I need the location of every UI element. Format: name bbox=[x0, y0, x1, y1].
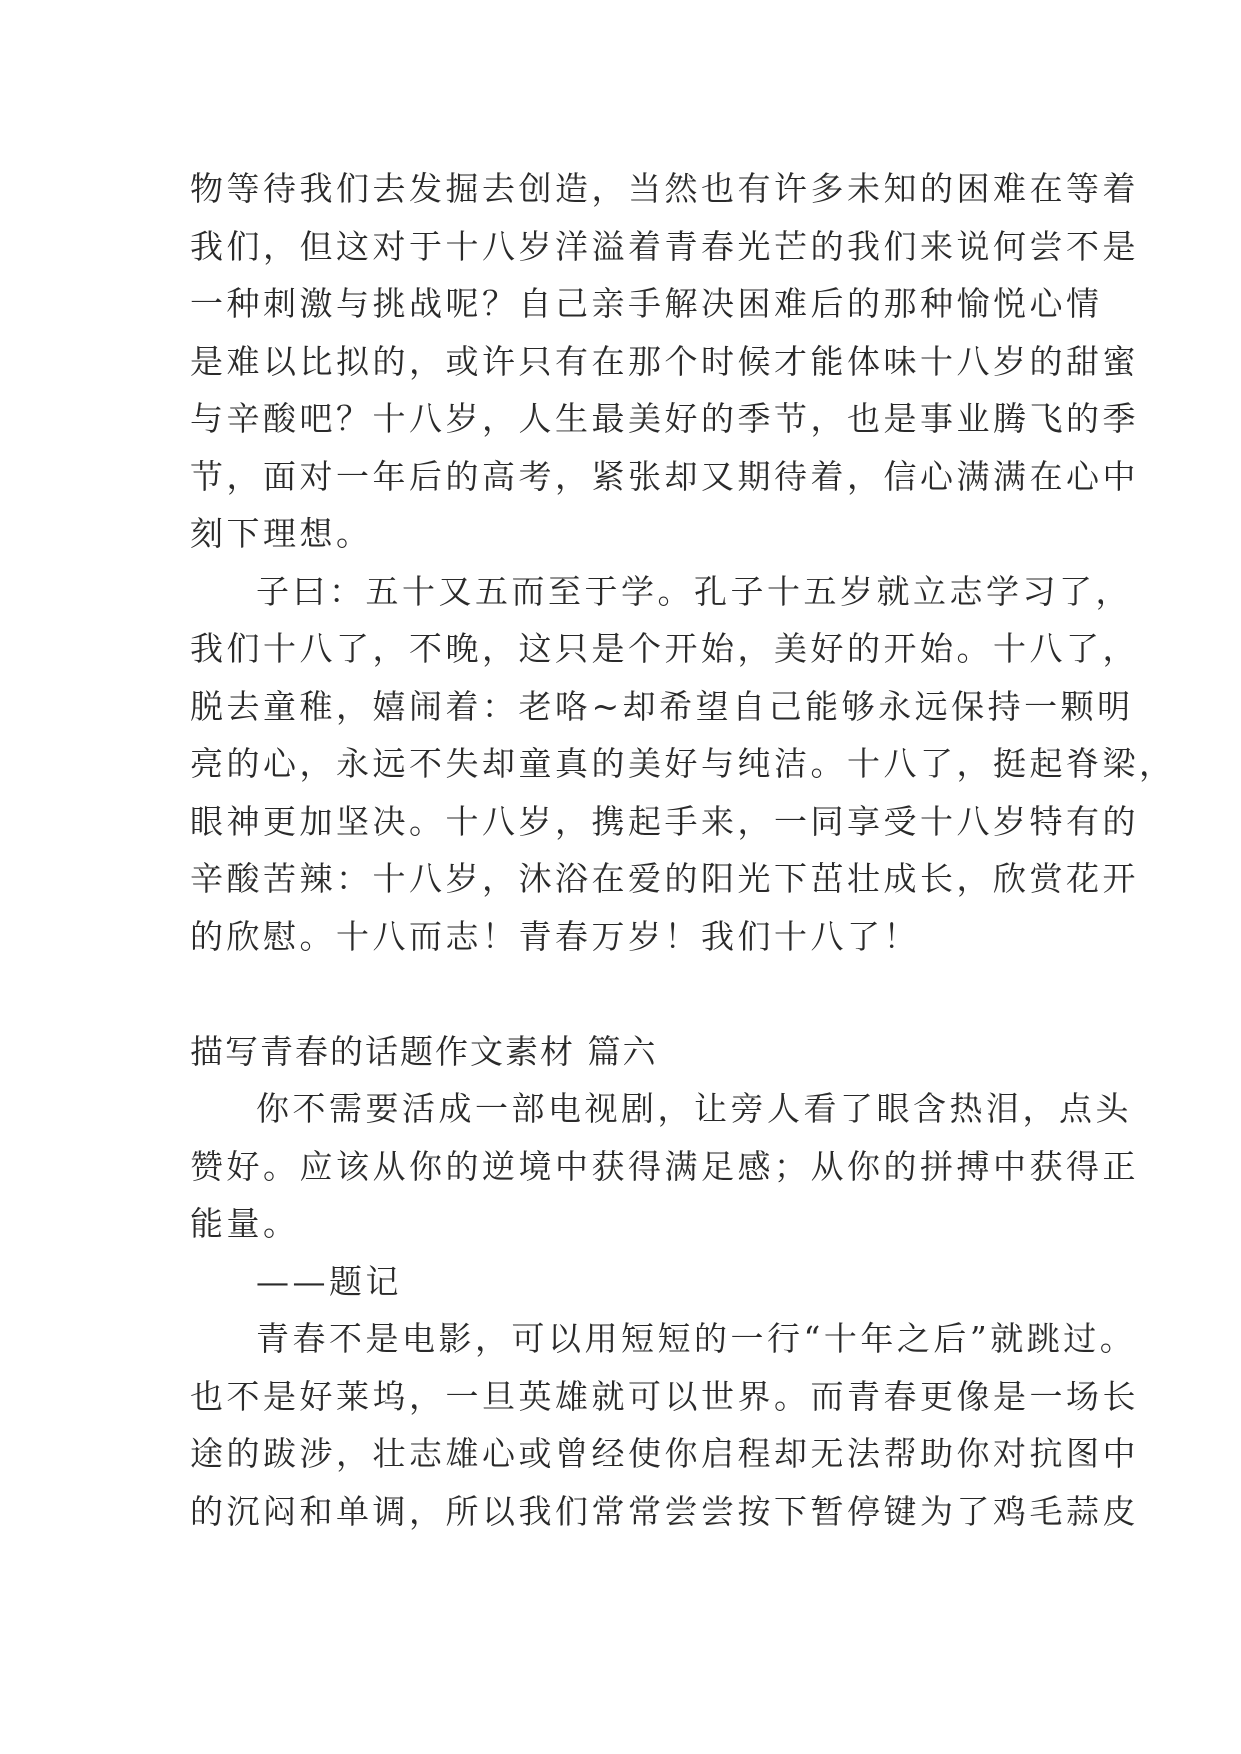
paragraph-confucius bbox=[190, 563, 1176, 966]
text-line: 是难以比拟的，或许只有在那个时候才能体味十八岁的甜蜜 bbox=[190, 341, 1139, 381]
text-line: 刻下理想。 bbox=[190, 514, 373, 553]
text-line: 青春不是电影，可以用短短的一行“十年之后”就跳过。 bbox=[256, 1319, 1137, 1358]
text-line: 能量。 bbox=[190, 1204, 300, 1243]
text-line: 辛酸苦辣：十八岁，沐浴在爱的阳光下茁壮成长，欣赏花开 bbox=[190, 859, 1139, 898]
text-line: 一种刺激与挑战呢？自己亲手解决困难后的那种愉悦心情 bbox=[190, 284, 1103, 323]
text-line: 节，面对一年后的高考，紧张却又期待着，信心满满在心中 bbox=[190, 456, 1139, 496]
paragraph-continuation bbox=[190, 160, 1139, 563]
text-line: 的欣慰。十八而志！青春万岁！我们十八了！ bbox=[190, 916, 920, 956]
text-line: 途的跋涉，壮志雄心或曾经使你启程却无法帮助你对抗图中 bbox=[190, 1434, 1139, 1473]
text-line: 与辛酸吧？十八岁，人生最美好的季节，也是事业腾飞的季 bbox=[190, 399, 1139, 438]
text-line: 也不是好莱坞，一旦英雄就可以世界。而青春更像是一场长 bbox=[190, 1376, 1139, 1416]
section-heading: 描写青春的话题作文素材 篇六 bbox=[190, 1031, 658, 1071]
text-line: 我们，但这对于十八岁洋溢着青春光芒的我们来说何尝不是 bbox=[190, 226, 1139, 266]
paragraph-youth bbox=[190, 1310, 1139, 1540]
text-line: 物等待我们去发掘去创造，当然也有许多未知的困难在等着 bbox=[190, 169, 1139, 208]
text-line: 眼神更加坚决。十八岁，携起手来，一同享受十八岁特有的 bbox=[190, 801, 1139, 841]
blank-line bbox=[190, 965, 1060, 1023]
document-body bbox=[190, 160, 1176, 1540]
text-line: 的沉闷和单调，所以我们常常尝尝按下暂停键为了鸡毛蒜皮 bbox=[190, 1491, 1139, 1531]
text-line: 脱去童稚，嬉闹着：老咯~却希望自己能够永远保持一颗明 bbox=[190, 686, 1134, 726]
epigraph bbox=[190, 1080, 1139, 1253]
text-line: 我们十八了，不晚，这只是个开始，美好的开始。十八了， bbox=[190, 629, 1139, 668]
text-line: 你不需要活成一部电视剧，让旁人看了眼含热泪，点头 bbox=[256, 1089, 1132, 1128]
epigraph-attribution: ——题记 bbox=[256, 1261, 402, 1301]
text-line: 子曰：五十又五而至于学。孔子十五岁就立志学习了， bbox=[256, 571, 1132, 611]
text-line: 亮的心，永远不失却童真的美好与纯洁。十八了，挺起脊梁， bbox=[190, 744, 1176, 783]
text-line: 赞好。应该从你的逆境中获得满足感；从你的拼搏中获得正 bbox=[190, 1146, 1139, 1186]
